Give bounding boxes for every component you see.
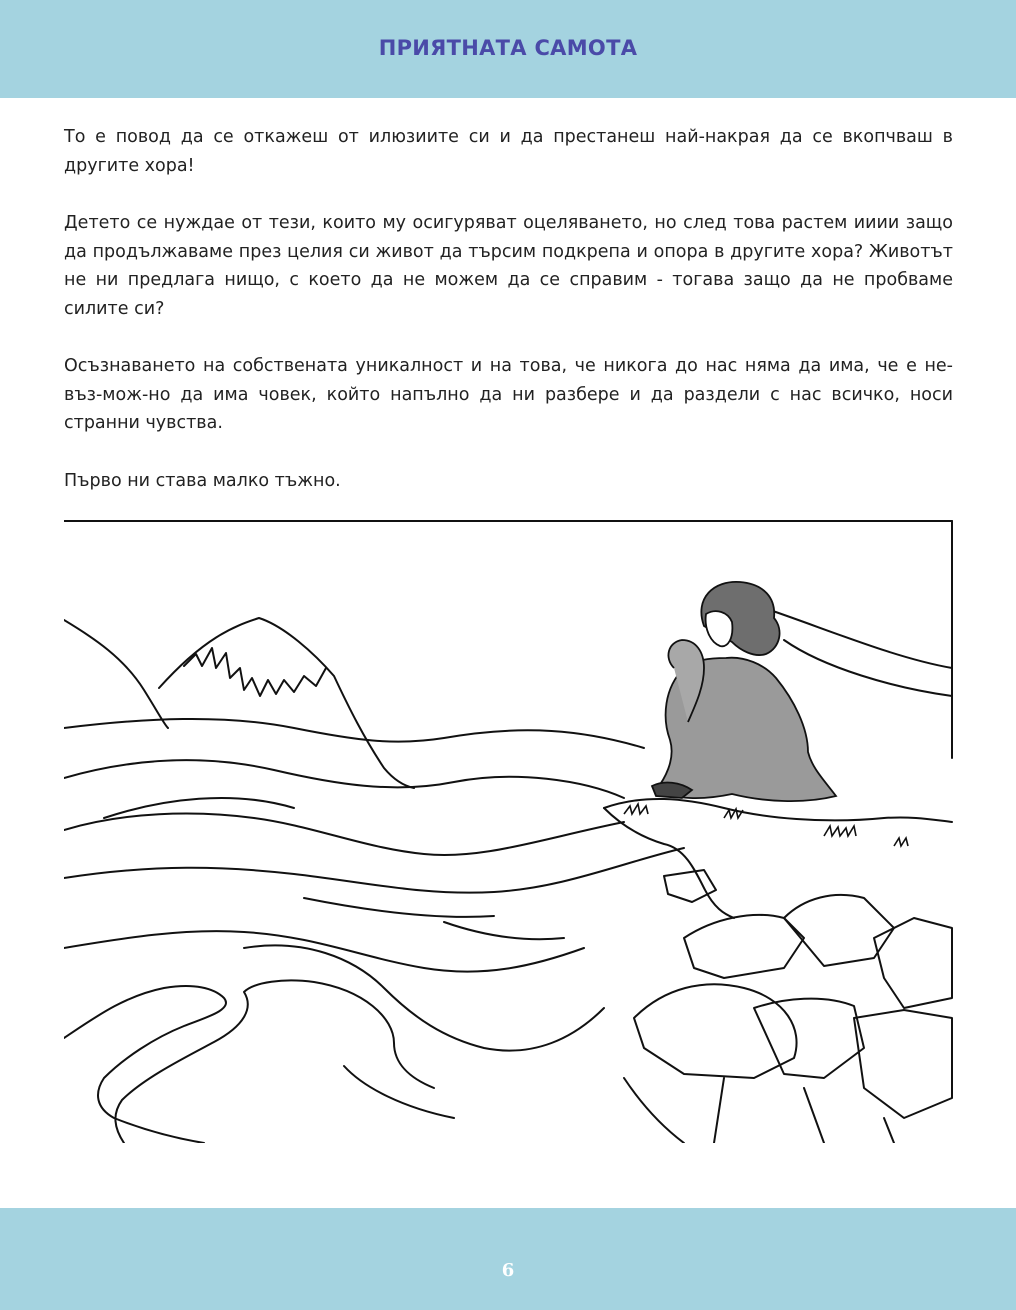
river-right-bank (115, 980, 434, 1143)
hill-line-1 (64, 719, 644, 748)
mountain-landscape-illustration (64, 518, 954, 1143)
cliff-face (604, 808, 734, 918)
paragraph-3: Осъзнаването на собствената уникалност и на това, че никога до нас няма да има, че е не-въз-мож-но да има човек, който напълно да ни разбере и да раздели с нас всичко, носи странни чувства. (64, 356, 953, 433)
cliff-ledge (604, 799, 952, 822)
distant-ridge (764, 608, 952, 668)
paragraph-4: Първо ни става малко тъжно. (64, 470, 341, 491)
far-hill (64, 620, 168, 728)
mountain-snowline (184, 648, 326, 696)
rock-8 (624, 1078, 684, 1143)
rock-6 (754, 999, 864, 1078)
rock-7 (854, 1010, 952, 1118)
rock-4 (874, 918, 952, 1008)
paragraph-2: Детето се нуждае от тези, които му осигуряват оцеляването, но след това растем ииии защо да продължаваме през целия си живот да търсим подкрепа и опора в другите хора? Животът не ни предлага нищо, с което да не можем да се справим - тогава защо да не пробваме силите си? (64, 213, 953, 319)
page-title: ПРИЯТНАТА САМОТА (378, 36, 638, 60)
seated-woman-figure (652, 582, 836, 801)
rock-2 (684, 915, 804, 978)
river-left-bank (64, 986, 226, 1143)
header-band (0, 0, 1016, 98)
hill-line-2 (64, 760, 624, 798)
page-number: 6 (501, 1260, 515, 1281)
rock-5 (634, 984, 797, 1078)
hill-line-4 (64, 848, 684, 893)
mountain (159, 618, 414, 788)
hill-line-3 (64, 814, 624, 855)
paragraph-1: То е повод да се откажеш от илюзиите си и да престанеш най-накрая да се вкопчваш в другите хора! (64, 127, 953, 176)
body-text (64, 123, 953, 524)
footer-band (0, 1208, 1016, 1310)
woman-face (706, 611, 733, 646)
